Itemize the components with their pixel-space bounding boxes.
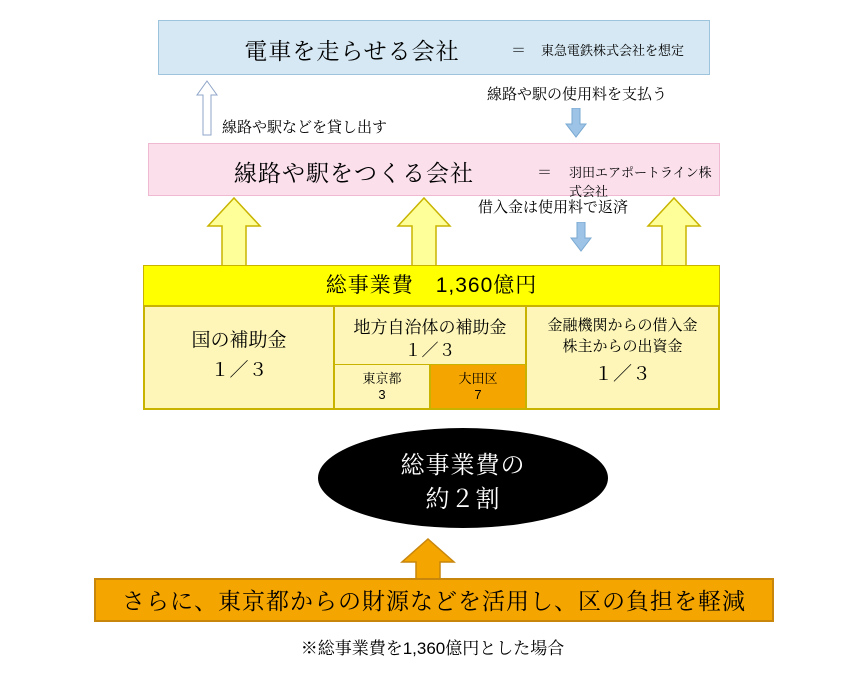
up-arrow-funding-3-icon [646, 196, 702, 271]
callout-ellipse [318, 428, 608, 528]
national-subsidy-label: 国の補助金 [191, 330, 287, 351]
train-company-label: 電車を走らせる会社 [244, 38, 460, 64]
train-company-box [158, 20, 710, 75]
local-subsidy-share: １／３ [404, 341, 456, 360]
cost-table [143, 265, 720, 410]
rail-company-equals: ＝ [537, 164, 553, 181]
up-arrow-funding-1-icon [206, 196, 262, 271]
rail-company-label: 線路や駅をつくる会社 [234, 160, 474, 186]
ota-value: 7 [474, 387, 482, 402]
train-company-entity: 東急電鉄株式会社を想定 [541, 43, 685, 58]
down-arrow-pay-icon [565, 108, 587, 138]
caption-pay-fee: 線路や駅の使用料を支払う [487, 86, 668, 103]
cost-cell-loan [526, 306, 719, 409]
callout-line2: 約２割 [425, 486, 501, 513]
rail-company-entity: 羽田エアポートライン株式会社 [569, 165, 712, 199]
down-arrow-repay-icon [570, 222, 592, 252]
rail-company-box [148, 143, 720, 199]
footnote: ※総事業費を1,360億円とした場合 [300, 639, 565, 658]
loan-label-line2: 株主からの出資金 [562, 338, 683, 355]
tokyo-label: 東京都 [362, 371, 402, 386]
caption-repay: 借入金は使用料で返済 [478, 199, 629, 216]
up-arrow-funding-2-icon [396, 196, 452, 271]
tokyo-value: 3 [378, 387, 386, 402]
national-subsidy-share: １／３ [210, 360, 268, 381]
up-arrow-lend-icon [196, 80, 218, 136]
callout-line1: 総事業費の [400, 452, 526, 479]
ota-label: 大田区 [458, 371, 498, 386]
cost-table-header: 総事業費 1,360億円 [144, 266, 719, 306]
loan-share: １／３ [593, 364, 651, 385]
bottom-message-bar: さらに、東京都からの財源などを活用し、区の負担を軽減 [94, 578, 774, 622]
local-breakdown-ota [430, 364, 526, 409]
caption-lend: 線路や駅などを貸し出す [222, 119, 388, 136]
train-company-equals: ＝ [511, 42, 527, 59]
local-breakdown-tokyo [334, 364, 430, 409]
loan-label-line1: 金融機関からの借入金 [547, 317, 698, 334]
cost-cell-national [144, 306, 334, 409]
local-subsidy-label: 地方自治体の補助金 [353, 318, 507, 337]
